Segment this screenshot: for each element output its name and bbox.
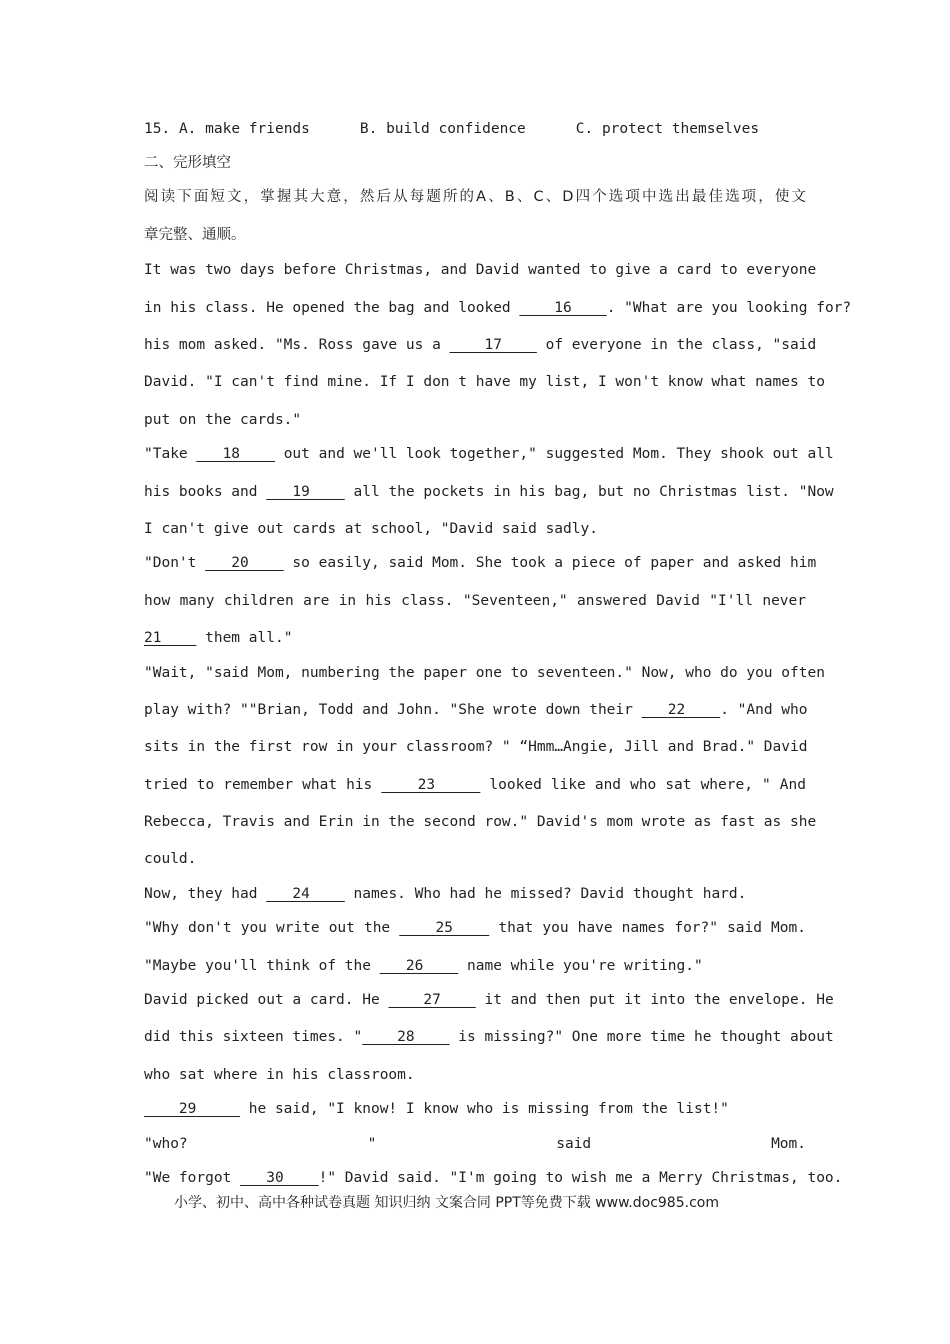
- passage-line: [144, 298, 852, 318]
- passage-text: . "And who: [720, 702, 808, 718]
- passage-line: [144, 700, 806, 720]
- passage-text: "who? " said Mom.: [144, 1136, 806, 1152]
- passage-text: David picked out a card. He: [144, 992, 389, 1008]
- cloze-blank: 29: [144, 1101, 241, 1117]
- passage-line: [144, 591, 806, 611]
- instructions-line: 章完整、通顺。: [144, 227, 246, 243]
- passage-text: his books and: [144, 484, 267, 500]
- passage-line: [144, 956, 806, 976]
- passage-text: "Wait, "said Mom, numbering the paper one to seventeen." Now, who do you often: [144, 665, 825, 681]
- question-number: 15.: [144, 121, 171, 137]
- passage-text: looked like and who sat where, " And: [480, 777, 806, 793]
- passage-text: out and we'll look together," suggested Mom. They shook out all: [274, 446, 834, 462]
- passage-text: so easily, said Mom. She took a piece of paper and asked him: [283, 555, 817, 571]
- passage-text: who sat where in his classroom.: [144, 1067, 415, 1083]
- cloze-blank: 16: [519, 300, 607, 316]
- section-title: 二、完形填空: [144, 155, 231, 171]
- cloze-blank: 21: [144, 630, 197, 646]
- passage-text: It was two days before Christmas, and David wanted to give a card to everyone: [144, 262, 817, 278]
- passage-line: [144, 519, 806, 539]
- cloze-blank: 22: [641, 702, 721, 718]
- option-c: C. protect themselves: [575, 121, 760, 137]
- option-a: A. make friends: [178, 121, 310, 137]
- cloze-blank: 30: [240, 1170, 319, 1186]
- cloze-blank: 23: [381, 777, 481, 793]
- passage-text: . "What are you looking for?: [606, 300, 852, 316]
- passage-line: [144, 663, 825, 683]
- passage-line: [144, 1168, 843, 1188]
- passage-line: [144, 884, 806, 904]
- footer-watermark: 小学、初中、高中各种试卷真题 知识归纳 文案合同 PPT等免费下载 www.doc985.com: [174, 1195, 719, 1211]
- passage-text: tried to remember what his: [144, 777, 382, 793]
- passage-text: Now, they had: [144, 886, 267, 902]
- passage-line: [144, 444, 834, 464]
- passage-line: [144, 260, 817, 280]
- passage-text: I can't give out cards at school, "David said sadly.: [144, 521, 598, 537]
- passage-text: "We forgot: [144, 1170, 241, 1186]
- passage-text: all the pockets in his bag, but no Christmas list. "Now: [344, 484, 834, 500]
- cloze-blank: 27: [388, 992, 476, 1008]
- instructions-line: 阅读下面短文，掌握其大意，然后从每题所的A、B、C、D四个选项中选出最佳选项，使文: [144, 189, 806, 205]
- passage-text: in his class. He opened the bag and looked: [144, 300, 520, 316]
- passage-text: "Don't: [144, 555, 206, 571]
- passage-line: [144, 1027, 834, 1047]
- passage-line: [144, 918, 806, 938]
- passage-text: that you have names for?" said Mom.: [489, 920, 806, 936]
- passage-text: !" David said. "I'm going to wish me a Merry Christmas, too.: [318, 1170, 843, 1186]
- passage-line: [144, 849, 806, 869]
- cloze-blank: 18: [196, 446, 275, 462]
- passage-text: is missing?" One more time he thought about: [449, 1029, 834, 1045]
- passage-line: [144, 812, 817, 832]
- passage-text: names. Who had he missed? David thought hard.: [344, 886, 747, 902]
- passage-text: put on the cards.": [144, 412, 302, 428]
- passage-text: them all.": [196, 630, 293, 646]
- passage-text: David. "I can't find mine. If I don t have my list, I won't know what names to: [144, 374, 825, 390]
- passage-line: [144, 553, 817, 573]
- passage-text: how many children are in his class. "Seventeen," answered David "I'll never: [144, 593, 806, 609]
- passage-text: "Maybe you'll think of the: [144, 958, 380, 974]
- passage-line: [144, 482, 834, 502]
- passage-text: play with? ""Brian, Todd and John. "She wrote down their: [144, 702, 642, 718]
- passage-text: "Take: [144, 446, 197, 462]
- passage-text: could.: [144, 851, 197, 867]
- cloze-blank: 24: [266, 886, 345, 902]
- passage-text: his mom asked. "Ms. Ross gave us a: [144, 337, 450, 353]
- passage-line: [144, 737, 806, 757]
- passage-line: [144, 1065, 806, 1085]
- question-15-options: [144, 119, 806, 139]
- cloze-blank: 25: [399, 920, 490, 936]
- passage-line: [144, 775, 806, 795]
- passage-text: "Why don't you write out the: [144, 920, 400, 936]
- cloze-blank: 20: [205, 555, 284, 571]
- passage-line: [144, 1099, 806, 1119]
- passage-text: name while you're writing.": [458, 958, 703, 974]
- option-b: B. build confidence: [359, 121, 526, 137]
- passage-text: Rebecca, Travis and Erin in the second row." David's mom wrote as fast as she: [144, 814, 817, 830]
- cloze-blank: 28: [362, 1029, 450, 1045]
- passage-line: [144, 990, 834, 1010]
- passage-line: [144, 1134, 806, 1154]
- passage-text: sits in the first row in your classroom? " “Hmm…Angie, Jill and Brad." David: [144, 739, 808, 755]
- passage-line: [144, 335, 817, 355]
- cloze-blank: 26: [379, 958, 459, 974]
- cloze-blank: 17: [449, 337, 537, 353]
- passage-text: of everyone in the class, "said: [536, 337, 817, 353]
- passage-text: it and then put it into the envelope. He: [475, 992, 834, 1008]
- passage-text: did this sixteen times. ": [144, 1029, 363, 1045]
- passage-line: [144, 628, 806, 648]
- passage-text: he said, "I know! I know who is missing from the list!": [240, 1101, 729, 1117]
- passage-line: [144, 372, 825, 392]
- passage-line: [144, 410, 806, 430]
- cloze-blank: 19: [266, 484, 345, 500]
